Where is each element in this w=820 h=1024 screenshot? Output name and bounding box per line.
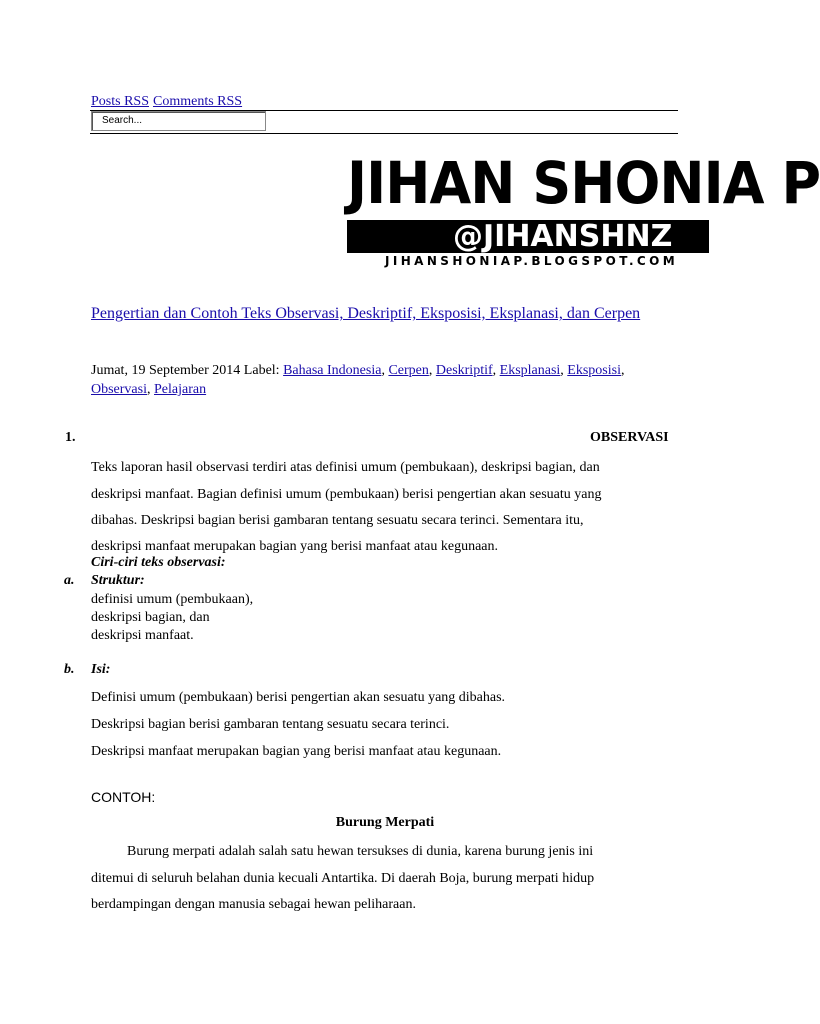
paragraph-line: dibahas. Deskripsi bagian berisi gambaran tentang sesuatu secara terinci. Sementara itu,: [91, 513, 584, 528]
isi-item: Definisi umum (pembukaan) berisi pengertian akan sesuatu yang dibahas.: [91, 690, 506, 705]
label-link-cerpen[interactable]: Cerpen: [388, 363, 429, 378]
struktur-item: deskripsi bagian, dan: [91, 610, 210, 625]
paragraph-line: Teks laporan hasil observasi terdiri atas definisi umum (pembukaan), deskripsi bagian, dan: [91, 460, 600, 475]
list-marker-a: a.: [64, 573, 75, 588]
post-meta: Jumat, 19 September 2014 Label: Bahasa Indonesia, Cerpen, Deskriptif, Eksplanasi, Eksposisi, Observasi, Pelajaran: [91, 363, 625, 397]
label-link-observasi[interactable]: Observasi: [91, 382, 147, 397]
contoh-label: CONTOH:: [91, 789, 156, 805]
blog-banner: [347, 149, 820, 270]
struktur-item: deskripsi manfaat.: [91, 628, 194, 643]
paragraph-line: deskripsi manfaat. Bagian definisi umum (pembukaan) berisi pengertian akan sesuatu yang: [91, 486, 602, 502]
example-line: ditemui di seluruh belahan dunia kecuali Antartika. Di daerah Boja, burung merpati hidup: [91, 870, 595, 886]
feed-links: [91, 94, 246, 110]
label-link-pelajaran[interactable]: Pelajaran: [154, 382, 207, 397]
post-date-label: Jumat, 19 September 2014 Label:: [91, 363, 284, 378]
observasi-paragraph: [91, 455, 679, 535]
comments-rss-link[interactable]: Comments RSS: [152, 94, 243, 109]
label-link-eksplanasi[interactable]: Eksplanasi: [499, 363, 561, 378]
list-marker-b: b.: [64, 662, 75, 677]
isi-item: Deskripsi bagian berisi gambaran tentang sesuatu secara terinci.: [91, 717, 450, 732]
paragraph-line: deskripsi manfaat merupakan bagian yang berisi manfaat atau kegunaan.: [91, 539, 499, 554]
search-input[interactable]: Search...: [91, 111, 266, 131]
section-heading: OBSERVASI: [590, 430, 669, 445]
ciri-heading: Ciri-ciri teks observasi:: [91, 555, 226, 570]
struktur-item: definisi umum (pembukaan),: [91, 592, 254, 607]
isi-heading: Isi:: [91, 662, 111, 677]
isi-item: Deskripsi manfaat merupakan bagian yang berisi manfaat atau kegunaan.: [91, 744, 502, 759]
post-title-link[interactable]: Pengertian dan Contoh Teks Observasi, Deskriptif, Eksposisi, Eksplanasi, dan Cerpen: [91, 305, 641, 322]
struktur-heading: Struktur:: [91, 573, 145, 588]
example-title: Burung Merpati: [335, 815, 435, 830]
banner-handle: @JIHANSHNZ: [347, 220, 709, 253]
label-link-bahasa-indonesia[interactable]: Bahasa Indonesia: [283, 363, 382, 378]
example-line: berdampingan dengan manusia sebagai hewan peliharaan.: [91, 897, 416, 912]
example-line: Burung merpati adalah salah satu hewan tersukses di dunia, karena burung jenis ini: [127, 844, 594, 859]
section-number: 1.: [65, 430, 76, 445]
label-link-deskriptif[interactable]: Deskriptif: [435, 363, 493, 378]
banner-url: JIHANSHONIAP.BLOGSPOT.COM: [385, 254, 679, 268]
bottom-divider: [90, 133, 678, 134]
banner-title: JIHAN SHONIA P: [347, 149, 820, 217]
example-paragraph: [91, 839, 679, 919]
label-link-eksposisi[interactable]: Eksposisi: [567, 363, 621, 378]
posts-rss-link[interactable]: Posts RSS: [91, 94, 149, 109]
